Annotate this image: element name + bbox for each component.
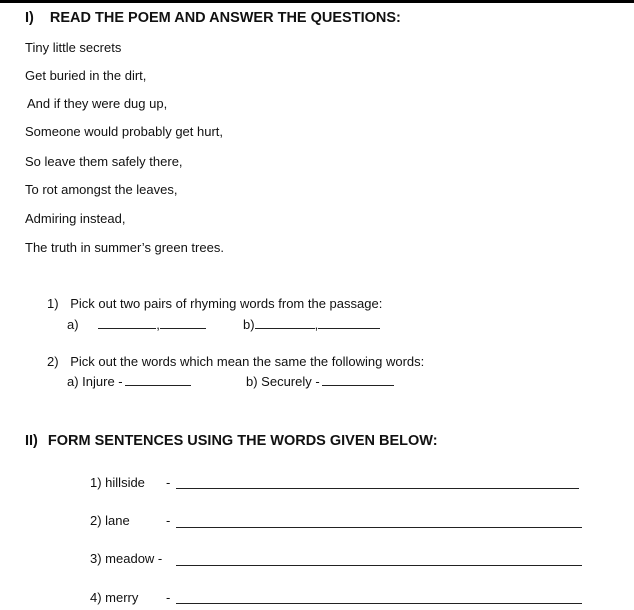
q1-answer-b bbox=[243, 316, 380, 333]
poem-line: And if they were dug up, bbox=[27, 96, 168, 111]
poem-line: Admiring instead, bbox=[25, 211, 126, 226]
q1-a-label: a) bbox=[67, 317, 79, 332]
question-1 bbox=[47, 296, 382, 312]
poem-line: So leave them safely there, bbox=[25, 154, 183, 169]
answer-blank[interactable] bbox=[98, 316, 156, 329]
comma: , bbox=[314, 317, 319, 332]
word-label: 4) merry bbox=[90, 590, 139, 605]
top-border bbox=[0, 0, 634, 3]
q2-a-label: a) Injure - bbox=[67, 374, 123, 389]
poem-line: To rot amongst the leaves, bbox=[25, 182, 178, 197]
word-item bbox=[90, 551, 162, 567]
poem-line: Tiny little secrets bbox=[25, 40, 122, 55]
q1-text: Pick out two pairs of rhyming words from the passage: bbox=[70, 296, 383, 311]
sentence-line[interactable] bbox=[176, 527, 582, 528]
q2-text: Pick out the words which mean the same the following words: bbox=[70, 354, 425, 369]
word-label: 3) meadow - bbox=[90, 551, 163, 566]
poem-line: Get buried in the dirt, bbox=[25, 68, 147, 83]
answer-blank[interactable] bbox=[318, 316, 380, 329]
q1-number: 1) bbox=[47, 296, 59, 311]
section1-number: I) bbox=[25, 10, 34, 26]
word-item bbox=[90, 513, 130, 529]
q2-b-label: b) Securely - bbox=[246, 374, 320, 389]
section1-title: READ THE POEM AND ANSWER THE QUESTIONS: bbox=[49, 10, 401, 26]
question-2 bbox=[47, 354, 424, 370]
q2-answer-b bbox=[246, 373, 394, 390]
answer-blank[interactable] bbox=[160, 316, 206, 329]
section2-number: II) bbox=[25, 433, 38, 449]
sentence-line[interactable] bbox=[176, 488, 579, 489]
answer-blank[interactable] bbox=[322, 373, 394, 386]
poem-line: Someone would probably get hurt, bbox=[25, 124, 224, 139]
section2-title: FORM SENTENCES USING THE WORDS GIVEN BELOW: bbox=[47, 433, 438, 449]
q1-answer-a bbox=[67, 316, 206, 333]
q2-number: 2) bbox=[47, 354, 59, 369]
dash: - bbox=[166, 590, 171, 605]
comma: , bbox=[156, 317, 160, 332]
word-label: 2) lane bbox=[90, 513, 130, 528]
q2-answer-a bbox=[67, 373, 191, 390]
q1-b-label: b) bbox=[243, 317, 255, 332]
word-item bbox=[90, 475, 145, 491]
answer-blank[interactable] bbox=[255, 316, 315, 329]
word-label: 1) hillside bbox=[90, 475, 145, 490]
sentence-line[interactable] bbox=[176, 565, 582, 566]
answer-blank[interactable] bbox=[125, 373, 191, 386]
dash: - bbox=[166, 475, 171, 490]
word-item bbox=[90, 590, 138, 606]
section1-heading bbox=[25, 10, 401, 26]
poem-line: The truth in summer’s green trees. bbox=[25, 240, 224, 255]
dash: - bbox=[166, 513, 171, 528]
sentence-line[interactable] bbox=[176, 603, 582, 604]
section2-heading bbox=[25, 433, 438, 449]
